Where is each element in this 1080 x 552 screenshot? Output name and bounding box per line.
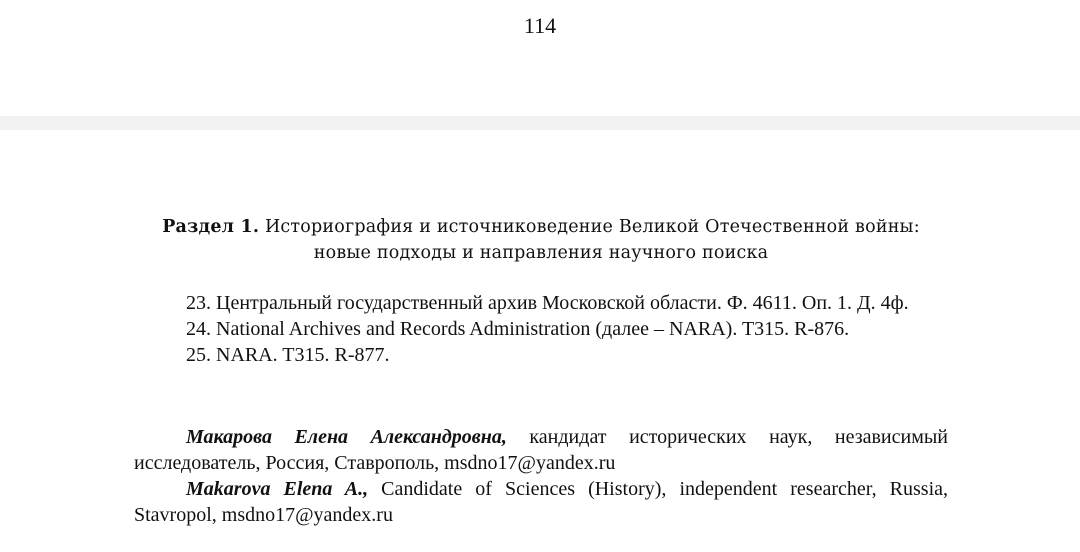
- author-details-en: Candidate of Sciences (History), independent researcher, Russia, Stavropol, msdno17@yandex.ru: [134, 478, 949, 526]
- page-separator: [0, 116, 1080, 130]
- author-ru: [134, 424, 948, 476]
- author-name-ru: Макарова Елена Александровна,: [186, 426, 507, 448]
- section-title-line2: новые подходы и направления научного поиска: [313, 243, 769, 263]
- author-en: [134, 476, 948, 528]
- section-title-line1: Историография и источниковедение Великой Отечественной войны:: [264, 217, 920, 237]
- author-details-ru: кандидат исторических наук, независимый исследователь, Россия, Ставрополь, msdno17@yandex.ru: [134, 426, 949, 474]
- author-info: [134, 424, 948, 528]
- reference-list: [134, 290, 948, 368]
- section-label: Раздел 1.: [162, 217, 260, 237]
- reference-item: 23. Центральный государственный архив Московской области. Ф. 4611. Оп. 1. Д. 4ф.: [186, 292, 909, 314]
- page-number: 114: [523, 13, 557, 38]
- reference-item: 24. National Archives and Records Administration (далее – NARA). T315. R-876.: [186, 318, 850, 340]
- reference-item: 25. NARA. T315. R-877.: [186, 344, 390, 366]
- author-name-en: Makarova Elena A.,: [186, 478, 369, 500]
- section-header: [134, 214, 948, 266]
